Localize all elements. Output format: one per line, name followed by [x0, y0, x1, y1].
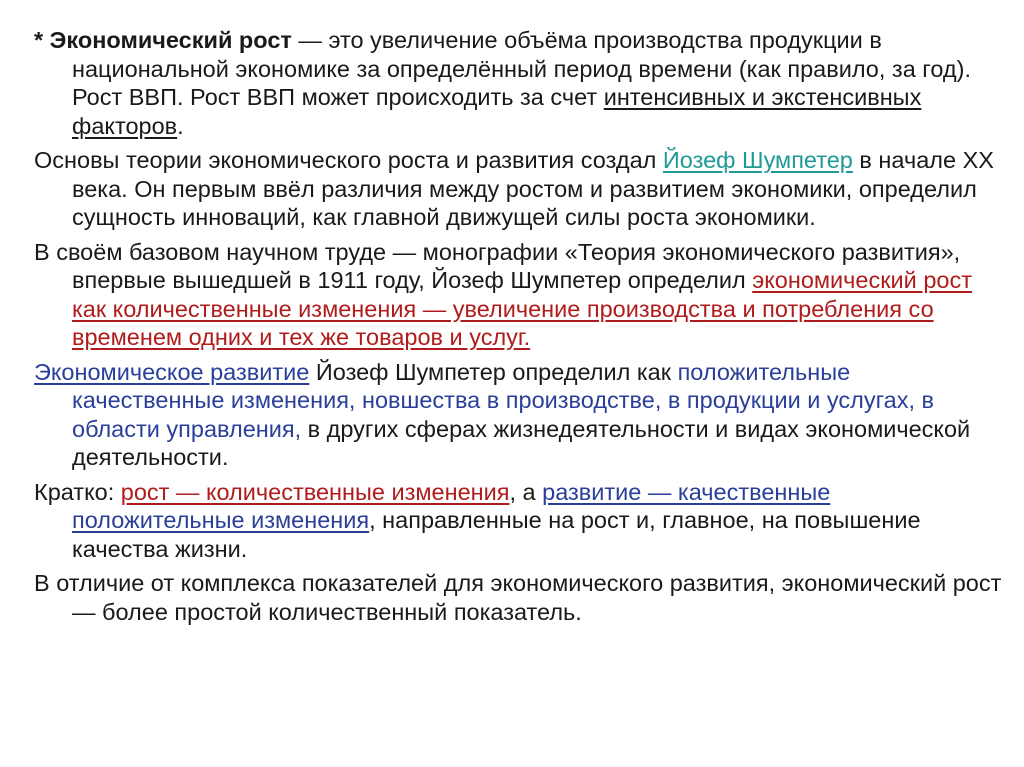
link-economic-development[interactable]: Экономическое развитие [34, 358, 310, 385]
paragraph-theory-founder: Основы теории экономического роста и развития создал Йозеф Шумпетер в начале XX века. Он первым ввёл различия между ростом и развитием экономики, определил сущность инноваций, как главной движущей силы роста экономики. [34, 147, 994, 230]
paragraph-economic-development: Экономическое развитие Йозеф Шумпетер определил как положительные качественные изменения, новшества в производстве, в продукции и услугах, в области управления, в других сферах жизнедеятельности и видах экономической деятельности. [34, 358, 971, 470]
paragraph-summary: Кратко: рост — количественные изменения, а развитие — качественные положительные изменения, направленные на рост и, главное, на повышение качества жизни. [34, 478, 921, 562]
slide-content [34, 26, 1009, 632]
link-joseph-schumpeter[interactable]: Йозеф Шумпетер [662, 147, 853, 173]
paragraph-monograph: В своём базовом научном труде — монографии «Теория экономического развития», впервые вышедшей в 1911 году, Йозеф Шумпетер определил экономический рост как количественные изменения — увеличение производства и потребления со временем одних и тех же товаров и услуг. [34, 238, 972, 350]
highlight-development-definition: положительные качественные изменения, новшества в производстве, в продукции и услугах, в области управления, [72, 358, 935, 442]
summary-development: развитие — качественные положительные изменения [72, 478, 831, 533]
link-intensive-extensive-factors[interactable]: интенсивных и экстенсивных факторов [72, 84, 922, 139]
paragraph-economic-growth-definition: * Экономический рост — это увеличение объёма производства продукции в национальной экономике за определённый период времени (как правило, за год). Рост ВВП. Рост ВВП может происходить за счет интенсивных и экстенсивных факторов. [34, 27, 971, 139]
term-economic-growth: * Экономический рост [34, 27, 292, 53]
definition-text: — это увеличение объёма производства продукции в национальной экономике за определённый период времени (как правило, за год). Рост ВВП. Рост ВВП может происходить за счет [72, 27, 971, 110]
summary-growth: рост — количественные изменения [120, 478, 510, 505]
highlight-growth-definition: экономический рост как количественные изменения — увеличение производства и потребления со временем одних и тех же товаров и услуг. [72, 267, 972, 350]
paragraph-comparison: В отличие от комплекса показателей для экономического развития, экономический рост — более простой количественный показатель. [34, 570, 1002, 625]
